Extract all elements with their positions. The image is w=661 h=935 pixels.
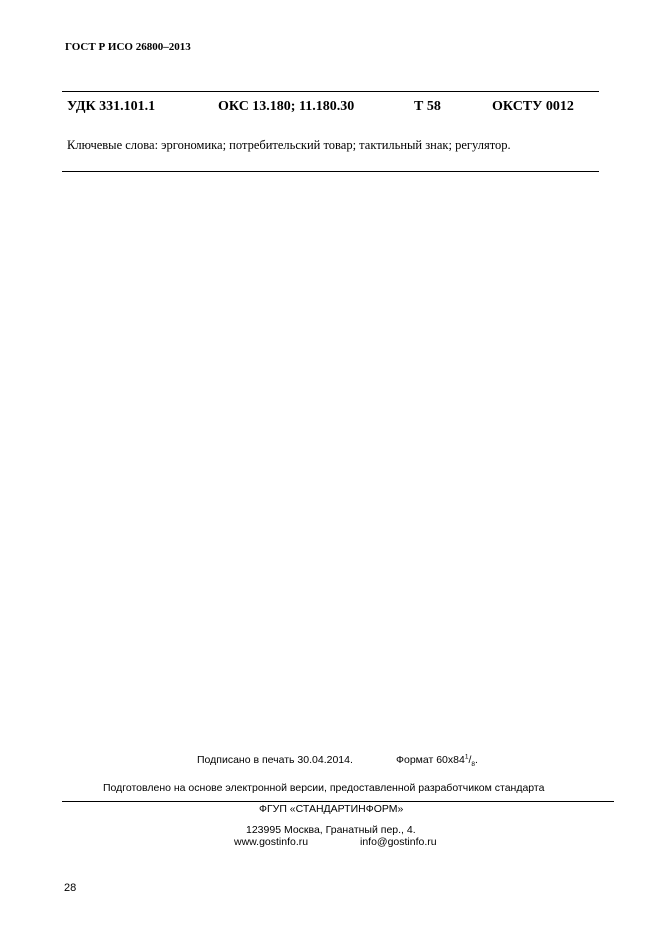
page-number: 28 (64, 882, 77, 894)
signed-to-print: Подписано в печать 30.04.2014. (197, 754, 353, 766)
okstu-code: ОКСТУ 0012 (492, 99, 574, 114)
publisher-name: ФГУП «СТАНДАРТИНФОРМ» (259, 803, 404, 815)
website-link[interactable]: www.gostinfo.ru (234, 836, 309, 848)
paper-format-numerator: 1 (464, 753, 469, 761)
udk-code: УДК 331.101.1 (67, 99, 156, 114)
prepared-note: Подготовлено на основе электронной версии, предоставленной разработчиком стандарта (103, 782, 545, 794)
email-link[interactable]: info@gostinfo.ru (360, 836, 437, 848)
publisher-address: 123995 Москва, Гранатный пер., 4. (246, 824, 416, 836)
paper-format: Формат $60x84^1/_8$. (396, 753, 478, 769)
imprint-divider (62, 801, 614, 802)
paper-format-label: Формат 60x84 (396, 754, 465, 766)
paper-format-denominator: 8 (471, 761, 475, 769)
keywords-line: Ключевые слова: эргономика; потребительский товар; тактильный знак; регулятор. (67, 138, 511, 152)
paper-format-end: . (475, 754, 478, 766)
t-code: Т 58 (414, 99, 441, 114)
top-divider (62, 91, 599, 92)
oks-code: ОКС 13.180; 11.180.30 (218, 99, 355, 114)
standard-code-header: ГОСТ Р ИСО 26800–2013 (65, 41, 191, 53)
keywords-divider (62, 171, 599, 172)
